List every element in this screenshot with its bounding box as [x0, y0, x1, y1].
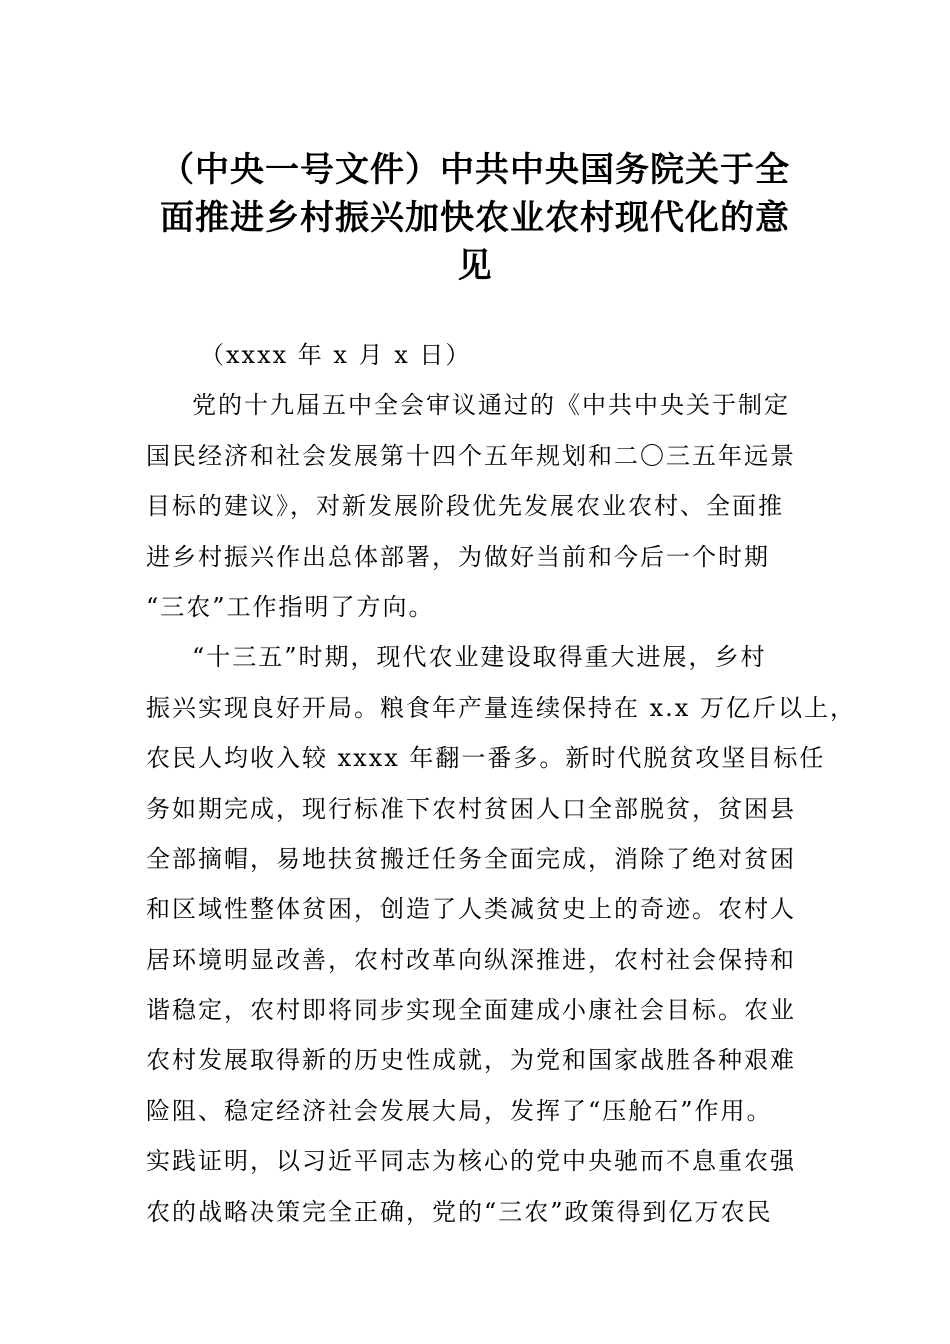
- paragraph-2-line-4: 务如期完成，现行标准下农村贫困人口全部脱贫，贫困县: [146, 794, 796, 823]
- paragraph-1-line-2: 国民经济和社会发展第十四个五年规划和二〇三五年远景: [146, 441, 796, 470]
- title-line-1: （中央一号文件）中共中央国务院关于全: [160, 150, 790, 190]
- paragraph-2-line-2: 振兴实现良好开局。粮食年产量连续保持在 x.x 万亿斤以上，: [146, 693, 856, 722]
- paragraph-2-line-6: 和区域性整体贫困，创造了人类减贫史上的奇迹。农村人: [146, 895, 796, 924]
- paragraph-2-line-11: 实践证明，以习近平同志为核心的党中央驰而不息重农强: [146, 1147, 796, 1176]
- title-line-2: 面推进乡村振兴加快农业农村现代化的意: [160, 198, 790, 238]
- paragraph-1-line-1: 党的十九届五中全会审议通过的《中共中央关于制定: [192, 391, 790, 420]
- paragraph-2: [146, 632, 856, 1237]
- paragraph-2-line-9: 农村发展取得新的历史性成就，为党和国家战胜各种艰难: [146, 1046, 796, 1075]
- paragraph-2-line-7: 居环境明显改善，农村改革向纵深推进，农村社会保持和: [146, 945, 796, 974]
- date-line: （xxxx 年 x 月 x 日）: [200, 341, 472, 369]
- paragraph-2-line-5: 全部摘帽，易地扶贫搬迁任务全面完成，消除了绝对贫困: [146, 844, 796, 873]
- paragraph-2-line-3: 农民人均收入较 xxxx 年翻一番多。新时代脱贫攻坚目标任: [146, 744, 826, 773]
- paragraph-2-line-12: 农的战略决策完全正确，党的“三农”政策得到亿万农民: [146, 1197, 773, 1226]
- document-title: [150, 146, 800, 290]
- paragraph-1: [146, 380, 816, 632]
- paragraph-1-line-5: “三农”工作指明了方向。: [146, 592, 435, 621]
- title-line-3: 见: [457, 246, 493, 286]
- paragraph-1-line-4: 进乡村振兴作出总体部署，为做好当前和今后一个时期: [146, 542, 770, 571]
- paragraph-2-line-8: 谐稳定，农村即将同步实现全面建成小康社会目标。农业: [146, 996, 796, 1025]
- document-body: [146, 330, 856, 1237]
- paragraph-2-line-10: 险阻、稳定经济社会发展大局，发挥了“压舱石”作用。: [146, 1096, 773, 1125]
- paragraph-1-line-3: 目标的建议》，对新发展阶段优先发展农业农村、全面推: [146, 492, 784, 521]
- paragraph-2-line-1: “十三五”时期，现代农业建设取得重大进展，乡村: [192, 643, 767, 672]
